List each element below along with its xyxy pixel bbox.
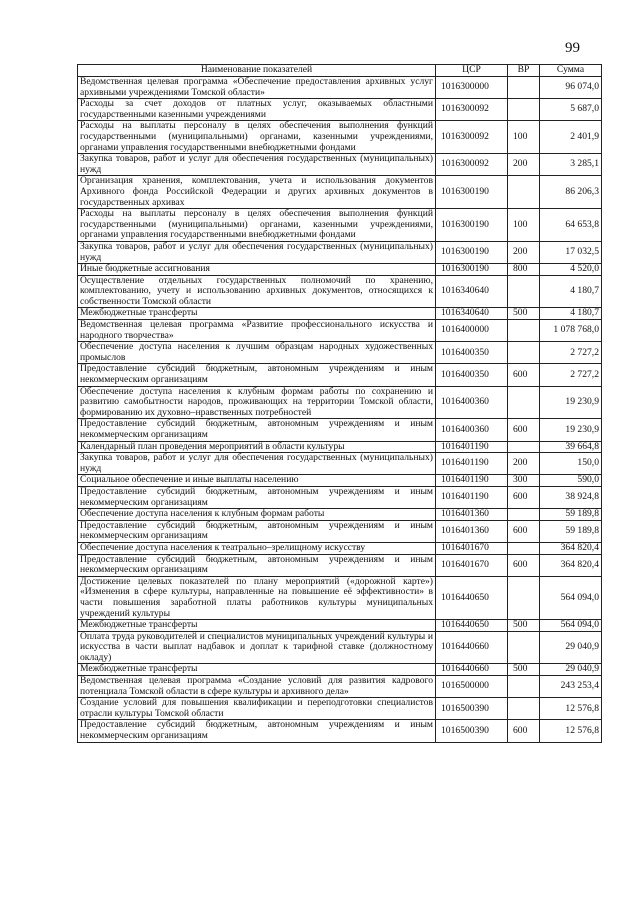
row-sum: 59 189,8 xyxy=(540,509,602,521)
header-sum: Сумма xyxy=(540,65,602,77)
row-sum: 564 094,0 xyxy=(540,620,602,632)
table-row xyxy=(78,554,602,576)
table-row xyxy=(78,576,602,619)
row-vr: 500 xyxy=(508,664,540,676)
row-csr: 1016401190 xyxy=(436,453,508,475)
row-vr xyxy=(508,77,540,99)
table-row xyxy=(78,364,602,386)
row-csr: 1016300190 xyxy=(436,264,508,276)
row-vr: 500 xyxy=(508,620,540,632)
row-sum: 19 230,9 xyxy=(540,386,602,419)
row-name: Ведомственная целевая программа «Развитие профессионального искусства и народного творчества» xyxy=(78,320,436,342)
row-name: Закупка товаров, работ и услуг для обеспечения государственных (муниципальных) нужд xyxy=(78,241,436,263)
row-sum: 364 820,4 xyxy=(540,542,602,554)
row-csr: 1016401670 xyxy=(436,554,508,576)
row-name: Закупка товаров, работ и услуг для обеспечения государственных (муниципальных) нужд xyxy=(78,453,436,475)
table-row xyxy=(78,99,602,121)
row-csr: 1016400360 xyxy=(436,386,508,419)
row-name: Закупка товаров, работ и услуг для обеспечения государственных (муниципальных) нужд xyxy=(78,154,436,176)
table-row xyxy=(78,720,602,742)
row-csr: 1016500390 xyxy=(436,698,508,720)
row-name: Обеспечение доступа населения к клубным формам работы по сохранению и развитию самобытности народов, проживающих на территории Томской области, формированию их духовно–нравственных потребностей xyxy=(78,386,436,419)
row-csr: 1016300092 xyxy=(436,99,508,121)
row-name: Ведомственная целевая программа «Обеспечение предоставления архивных услуг архивными учреждениями Томской области» xyxy=(78,77,436,99)
row-sum: 150,0 xyxy=(540,453,602,475)
row-vr: 600 xyxy=(508,720,540,742)
row-vr xyxy=(508,275,540,308)
row-name: Осуществление отдельных государственных полномочий по хранению, комплектованию, учету и использованию архивных документов, относящихся к собственности Томской области xyxy=(78,275,436,308)
row-sum: 17 032,5 xyxy=(540,241,602,263)
row-sum: 86 206,3 xyxy=(540,176,602,209)
row-name: Оплата труда руководителей и специалистов муниципальных учреждений культуры и искусства в части выплат надбавок и доплат к тарифной ставке (должностному окладу) xyxy=(78,631,436,664)
row-vr xyxy=(508,99,540,121)
row-sum: 364 820,4 xyxy=(540,554,602,576)
row-name: Достижение целевых показателей по плану мероприятий («дорожной карте») «Изменения в сфере культуры, направленные на повышение её эффективности» в части повышения заработной платы работников культуры муниципальных учреждений культуры xyxy=(78,576,436,619)
table-row xyxy=(78,419,602,441)
row-sum: 4 180,7 xyxy=(540,275,602,308)
row-sum: 1 078 768,0 xyxy=(540,320,602,342)
row-csr: 1016300190 xyxy=(436,176,508,209)
row-vr: 200 xyxy=(508,453,540,475)
row-csr: 1016401360 xyxy=(436,520,508,542)
row-name: Обеспечение доступа населения к театрально–зрелищному искусству xyxy=(78,542,436,554)
table-header-row xyxy=(78,65,602,77)
budget-table xyxy=(77,64,602,743)
row-name: Предоставление субсидий бюджетным, автономным учреждениям и иным некоммерческим организациям xyxy=(78,364,436,386)
row-csr: 1016400000 xyxy=(436,320,508,342)
row-vr: 300 xyxy=(508,475,540,487)
row-vr: 100 xyxy=(508,121,540,154)
row-csr: 1016400350 xyxy=(436,342,508,364)
header-name: Наименование показателей xyxy=(78,65,436,77)
table-row xyxy=(78,275,602,308)
row-name: Социальное обеспечение и иные выплаты населению xyxy=(78,475,436,487)
row-sum: 590,0 xyxy=(540,475,602,487)
row-sum: 38 924,8 xyxy=(540,486,602,508)
row-sum: 5 687,0 xyxy=(540,99,602,121)
row-name: Межбюджетные трансферты xyxy=(78,620,436,632)
row-sum: 2 727,2 xyxy=(540,342,602,364)
row-vr xyxy=(508,441,540,453)
table-row xyxy=(78,342,602,364)
header-vr: ВР xyxy=(508,65,540,77)
row-vr: 200 xyxy=(508,154,540,176)
row-name: Предоставление субсидий бюджетным, автономным учреждениям и иным некоммерческим организациям xyxy=(78,554,436,576)
row-csr: 1016300190 xyxy=(436,241,508,263)
table-row xyxy=(78,620,602,632)
row-vr: 600 xyxy=(508,520,540,542)
table-row xyxy=(78,241,602,263)
row-vr xyxy=(508,576,540,619)
row-csr: 1016500000 xyxy=(436,676,508,698)
row-csr: 1016401190 xyxy=(436,475,508,487)
table-row xyxy=(78,264,602,276)
row-sum: 39 664,8 xyxy=(540,441,602,453)
row-name: Расходы на выплаты персоналу в целях обеспечения выполнения функций государственными (муниципальными) органами, казенными учреждениями, органами управления государственными внебюджетными фондами xyxy=(78,121,436,154)
row-sum: 64 653,8 xyxy=(540,209,602,242)
row-sum: 2 727,2 xyxy=(540,364,602,386)
table-row xyxy=(78,386,602,419)
row-sum: 4 180,7 xyxy=(540,308,602,320)
row-csr: 1016340640 xyxy=(436,275,508,308)
row-sum: 96 074,0 xyxy=(540,77,602,99)
row-csr: 1016300000 xyxy=(436,77,508,99)
row-csr: 1016401190 xyxy=(436,486,508,508)
table-row xyxy=(78,664,602,676)
row-sum: 59 189,8 xyxy=(540,520,602,542)
row-name: Создание условий для повышения квалификации и переподготовки специалистов отрасли культуры Томской области xyxy=(78,698,436,720)
row-vr xyxy=(508,386,540,419)
row-csr: 1016440660 xyxy=(436,631,508,664)
page-number: 99 xyxy=(565,40,580,56)
row-sum: 564 094,0 xyxy=(540,576,602,619)
row-vr xyxy=(508,542,540,554)
table-row xyxy=(78,121,602,154)
row-vr xyxy=(508,509,540,521)
row-name: Обеспечение доступа населения к лучшим образцам народных художественных промыслов xyxy=(78,342,436,364)
table-row xyxy=(78,520,602,542)
table-row xyxy=(78,441,602,453)
row-csr: 1016340640 xyxy=(436,308,508,320)
table-row xyxy=(78,486,602,508)
row-vr xyxy=(508,698,540,720)
row-vr: 600 xyxy=(508,554,540,576)
row-sum: 12 576,8 xyxy=(540,720,602,742)
row-name: Предоставление субсидий бюджетным, автономным учреждениям и иным некоммерческим организациям xyxy=(78,720,436,742)
row-sum: 29 040,9 xyxy=(540,631,602,664)
table-row xyxy=(78,154,602,176)
row-name: Обеспечение доступа населения к клубным формам работы xyxy=(78,509,436,521)
row-name: Межбюджетные трансферты xyxy=(78,664,436,676)
row-vr xyxy=(508,320,540,342)
row-vr: 600 xyxy=(508,486,540,508)
row-csr: 1016300092 xyxy=(436,154,508,176)
row-vr: 100 xyxy=(508,209,540,242)
row-name: Межбюджетные трансферты xyxy=(78,308,436,320)
table-row xyxy=(78,209,602,242)
table-row xyxy=(78,453,602,475)
row-sum: 2 401,9 xyxy=(540,121,602,154)
row-csr: 1016500390 xyxy=(436,720,508,742)
table-row xyxy=(78,308,602,320)
table-row xyxy=(78,320,602,342)
row-name: Ведомственная целевая программа «Создание условий для развития кадрового потенциала Томской области в сфере культуры и архивного дела» xyxy=(78,676,436,698)
row-sum: 12 576,8 xyxy=(540,698,602,720)
row-name: Календарный план проведения мероприятий в области культуры xyxy=(78,441,436,453)
table-row xyxy=(78,542,602,554)
row-vr xyxy=(508,631,540,664)
table-row xyxy=(78,509,602,521)
row-name: Иные бюджетные ассигнования xyxy=(78,264,436,276)
row-csr: 1016440650 xyxy=(436,620,508,632)
row-vr: 600 xyxy=(508,419,540,441)
row-vr: 600 xyxy=(508,364,540,386)
row-vr xyxy=(508,176,540,209)
row-csr: 1016440650 xyxy=(436,576,508,619)
row-sum: 29 040,9 xyxy=(540,664,602,676)
row-sum: 243 253,4 xyxy=(540,676,602,698)
row-csr: 1016300190 xyxy=(436,209,508,242)
row-csr: 1016400350 xyxy=(436,364,508,386)
row-sum: 19 230,9 xyxy=(540,419,602,441)
table-row xyxy=(78,176,602,209)
row-vr: 200 xyxy=(508,241,540,263)
header-csr: ЦСР xyxy=(436,65,508,77)
table-body xyxy=(78,77,602,743)
row-name: Расходы на выплаты персоналу в целях обеспечения выполнения функций государственными (муниципальными) органами, казенными учреждениями, органами управления государственными внебюджетными фондами xyxy=(78,209,436,242)
row-name: Предоставление субсидий бюджетным, автономным учреждениям и иным некоммерческим организациям xyxy=(78,486,436,508)
table-row xyxy=(78,77,602,99)
row-csr: 1016401360 xyxy=(436,509,508,521)
row-vr: 800 xyxy=(508,264,540,276)
table-row xyxy=(78,475,602,487)
row-name: Предоставление субсидий бюджетным, автономным учреждениям и иным некоммерческим организациям xyxy=(78,419,436,441)
row-vr xyxy=(508,342,540,364)
row-csr: 1016300092 xyxy=(436,121,508,154)
row-csr: 1016440660 xyxy=(436,664,508,676)
row-name: Предоставление субсидий бюджетным, автономным учреждениям и иным некоммерческим организациям xyxy=(78,520,436,542)
table-row xyxy=(78,698,602,720)
row-csr: 1016401670 xyxy=(436,542,508,554)
row-csr: 1016401190 xyxy=(436,441,508,453)
row-vr xyxy=(508,676,540,698)
row-sum: 3 285,1 xyxy=(540,154,602,176)
row-name: Организация хранения, комплектования, учета и использования документов Архивного фонда Российской Федерации и других архивных документов в государственных архивах xyxy=(78,176,436,209)
row-name: Расходы за счет доходов от платных услуг, оказываемых областными государственными казенными учреждениями xyxy=(78,99,436,121)
row-vr: 500 xyxy=(508,308,540,320)
row-sum: 4 520,0 xyxy=(540,264,602,276)
table-row xyxy=(78,676,602,698)
table-row xyxy=(78,631,602,664)
row-csr: 1016400360 xyxy=(436,419,508,441)
